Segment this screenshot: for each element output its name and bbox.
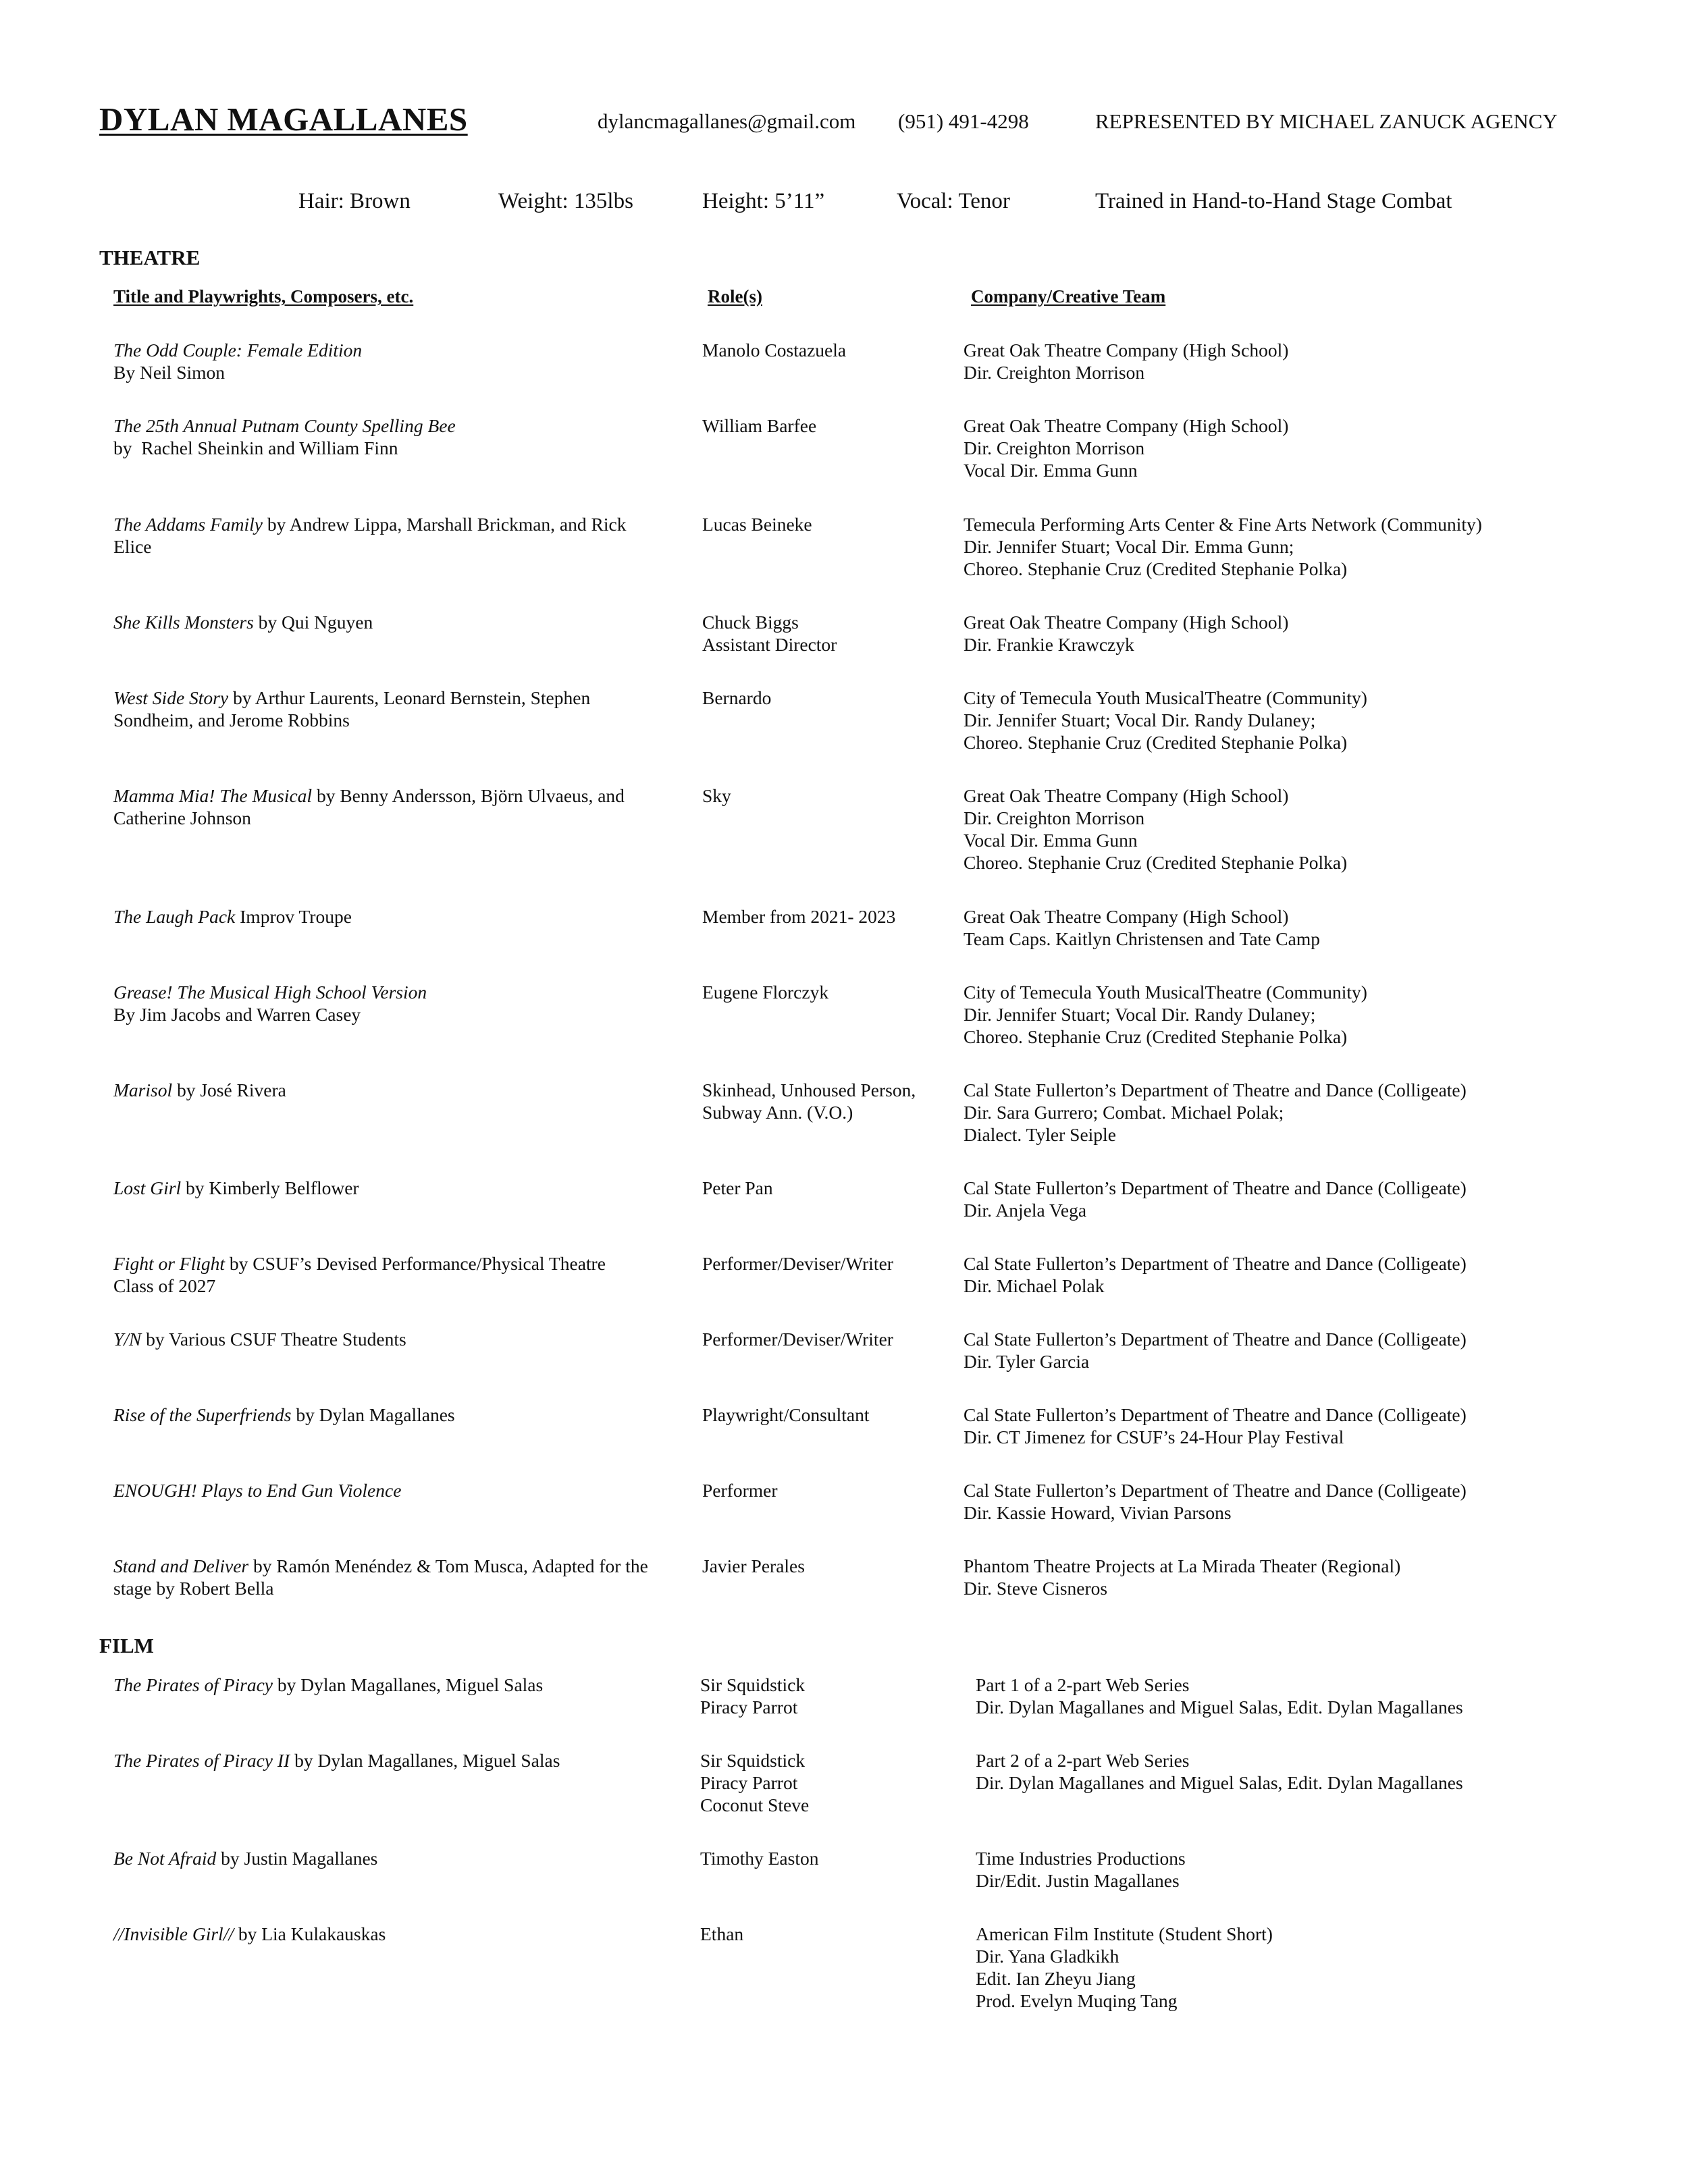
production-title-cell	[113, 1479, 681, 1501]
company-cell	[964, 415, 1639, 481]
company-line: Cal State Fullerton’s Department of Theatre and Dance (Colligeate)	[964, 1480, 1467, 1501]
production-byline: By Neil Simon	[113, 362, 226, 383]
film-title-cell	[113, 1674, 681, 1696]
role-name: Assistant Director	[702, 634, 837, 655]
production-title-cell	[113, 784, 681, 829]
role-name: Lucas Beineke	[702, 514, 812, 535]
production-title-cell	[113, 1252, 681, 1297]
film-heading: FILM	[99, 1634, 154, 1657]
role-name: Coconut Steve	[700, 1794, 810, 1815]
company-line: Dir. Sara Gurrero; Combat. Michael Polak;	[964, 1102, 1284, 1123]
role-cell	[702, 1555, 939, 1577]
production-byline: by Kimberly Belflower	[181, 1177, 359, 1198]
role-name: Ethan	[700, 1923, 744, 1944]
role-cell	[700, 1923, 937, 1945]
role-name: Member from 2021- 2023	[702, 906, 896, 927]
company-line: Dir. Kassie Howard, Vivian Parsons	[964, 1502, 1232, 1523]
role-cell	[702, 611, 939, 656]
company-cell	[964, 339, 1639, 383]
company-line: Great Oak Theatre Company (High School)	[964, 906, 1289, 927]
company-cell	[964, 1079, 1639, 1146]
production-title-cell	[113, 611, 681, 633]
production-byline: by José Rivera	[172, 1080, 286, 1100]
role-name: Timothy Easton	[700, 1848, 819, 1869]
company-line: Choreo. Stephanie Cruz (Credited Stephanie Polka)	[964, 852, 1348, 873]
company-cell	[964, 1555, 1639, 1599]
role-cell	[702, 905, 939, 928]
company-cell	[964, 784, 1639, 874]
company-cell	[976, 1847, 1651, 1892]
production-byline-continued: stage by Robert Bella	[113, 1578, 274, 1599]
company-line: Phantom Theatre Projects at La Mirada Theater (Regional)	[964, 1555, 1401, 1576]
production-byline: by Arthur Laurents, Leonard Bernstein, Stephen	[228, 687, 591, 708]
company-line: Cal State Fullerton’s Department of Theatre and Dance (Colligeate)	[964, 1329, 1467, 1350]
film-byline: by Dylan Magallanes, Miguel Salas	[290, 1750, 560, 1771]
company-cell	[964, 1328, 1639, 1373]
production-title: The 25th Annual Putnam County Spelling Bee	[113, 415, 456, 436]
role-cell	[702, 1479, 939, 1501]
company-line: Dir. Jennifer Stuart; Vocal Dir. Randy Dulaney;	[964, 1004, 1316, 1025]
company-cell	[964, 1479, 1639, 1524]
role-name: Chuck Biggs	[702, 612, 799, 633]
production-title-cell	[113, 1404, 681, 1426]
film-title: The Pirates of Piracy II	[113, 1750, 290, 1771]
company-line: Dir. CT Jimenez for CSUF’s 24-Hour Play Festival	[964, 1427, 1344, 1447]
role-name: Piracy Parrot	[700, 1772, 798, 1793]
column-header-company: Company/Creative Team	[971, 286, 1166, 307]
role-cell	[702, 1252, 939, 1275]
role-cell	[702, 1328, 939, 1350]
company-line: Great Oak Theatre Company (High School)	[964, 415, 1289, 436]
production-title: Grease! The Musical High School Version	[113, 982, 427, 1003]
company-line: Dir. Jennifer Stuart; Vocal Dir. Randy Dulaney;	[964, 710, 1316, 730]
column-header-title: Title and Playwrights, Composers, etc.	[113, 286, 414, 307]
production-title-cell	[113, 415, 681, 459]
role-name: Manolo Costazuela	[702, 340, 847, 361]
role-name: Skinhead, Unhoused Person,	[702, 1080, 916, 1100]
production-byline: by Rachel Sheinkin and William Finn	[113, 437, 398, 458]
role-name: Piracy Parrot	[700, 1697, 798, 1717]
company-cell	[964, 1252, 1639, 1297]
role-cell	[702, 513, 939, 535]
theatre-heading: THEATRE	[99, 246, 201, 269]
production-byline-continued: Sondheim, and Jerome Robbins	[113, 710, 350, 730]
role-cell	[702, 1079, 939, 1123]
role-name: Performer/Deviser/Writer	[702, 1329, 893, 1350]
production-title-cell	[113, 1079, 681, 1101]
role-name: Javier Perales	[702, 1555, 805, 1576]
production-title-cell	[113, 1177, 681, 1199]
production-title: She Kills Monsters	[113, 612, 254, 633]
company-line: Vocal Dir. Emma Gunn	[964, 460, 1138, 481]
production-title: Lost Girl	[113, 1177, 182, 1198]
stat-weight: Weight: 135lbs	[498, 189, 633, 213]
company-line: Dir. Anjela Vega	[964, 1200, 1087, 1221]
company-line: Cal State Fullerton’s Department of Theatre and Dance (Colligeate)	[964, 1404, 1467, 1425]
production-byline: by Benny Andersson, Björn Ulvaeus, and	[312, 785, 625, 806]
film-byline: by Dylan Magallanes, Miguel Salas	[273, 1674, 544, 1695]
column-header-role: Role(s)	[708, 286, 762, 307]
production-byline-continued: Elice	[113, 536, 152, 557]
production-byline: by Various CSUF Theatre Students	[141, 1329, 406, 1350]
role-cell	[702, 1404, 939, 1426]
company-line: Dir. Dylan Magallanes and Miguel Salas, Edit. Dylan Magallanes	[976, 1772, 1463, 1793]
role-name: Subway Ann. (V.O.)	[702, 1102, 853, 1123]
company-line: Cal State Fullerton’s Department of Theatre and Dance (Colligeate)	[964, 1177, 1467, 1198]
email-address: dylancmagallanes@gmail.com	[598, 109, 856, 133]
film-title: //Invisible Girl//	[113, 1923, 234, 1944]
company-cell	[964, 513, 1639, 580]
stat-hair: Hair: Brown	[298, 189, 411, 213]
role-name: Sky	[702, 785, 731, 806]
company-line: Dir. Creighton Morrison	[964, 362, 1145, 383]
company-cell	[976, 1674, 1651, 1718]
company-line: Dir. Steve Cisneros	[964, 1578, 1108, 1599]
film-title: The Pirates of Piracy	[113, 1674, 273, 1695]
film-title: Be Not Afraid	[113, 1848, 217, 1869]
company-line: City of Temecula Youth MusicalTheatre (Community)	[964, 687, 1367, 708]
company-line: Team Caps. Kaitlyn Christensen and Tate Camp	[964, 928, 1320, 949]
company-line: Choreo. Stephanie Cruz (Credited Stephanie Polka)	[964, 732, 1348, 753]
role-cell	[702, 339, 939, 361]
company-line: Cal State Fullerton’s Department of Theatre and Dance (Colligeate)	[964, 1253, 1467, 1274]
company-cell	[976, 1749, 1651, 1794]
production-byline: Improv Troupe	[235, 906, 352, 927]
production-title: ENOUGH! Plays to End Gun Violence	[113, 1480, 402, 1501]
company-cell	[964, 687, 1639, 753]
company-line: Dir. Jennifer Stuart; Vocal Dir. Emma Gunn;	[964, 536, 1294, 557]
company-cell	[964, 905, 1639, 950]
stat-training: Trained in Hand-to-Hand Stage Combat	[1095, 189, 1452, 213]
production-title: The Odd Couple: Female Edition	[113, 340, 363, 361]
company-line: Vocal Dir. Emma Gunn	[964, 830, 1138, 851]
production-title-cell	[113, 339, 681, 383]
production-title: West Side Story	[113, 687, 229, 708]
production-byline: by Ramón Menéndez & Tom Musca, Adapted for the	[248, 1555, 648, 1576]
production-byline: by CSUF’s Devised Performance/Physical Theatre	[225, 1253, 606, 1274]
stat-vocal: Vocal: Tenor	[897, 189, 1010, 213]
company-cell	[964, 981, 1639, 1048]
company-cell	[964, 1177, 1639, 1221]
production-byline: By Jim Jacobs and Warren Casey	[113, 1004, 361, 1025]
production-title: Rise of the Superfriends	[113, 1404, 292, 1425]
film-title-cell	[113, 1923, 681, 1945]
company-line: Part 2 of a 2-part Web Series	[976, 1750, 1190, 1771]
phone-number: (951) 491-4298	[898, 109, 1029, 133]
company-line: Dir. Michael Polak	[964, 1275, 1105, 1296]
production-byline-continued: Catherine Johnson	[113, 807, 251, 828]
role-cell	[702, 784, 939, 807]
production-title: Stand and Deliver	[113, 1555, 249, 1576]
company-line: American Film Institute (Student Short)	[976, 1923, 1273, 1944]
company-cell	[964, 1404, 1639, 1448]
production-byline-continued: Class of 2027	[113, 1275, 216, 1296]
company-line: Dialect. Tyler Seiple	[964, 1124, 1116, 1145]
company-line: Great Oak Theatre Company (High School)	[964, 785, 1289, 806]
production-title: Marisol	[113, 1080, 173, 1100]
film-byline: by Justin Magallanes	[216, 1848, 378, 1869]
role-name: Sir Squidstick	[700, 1674, 806, 1695]
role-cell	[700, 1749, 937, 1816]
film-byline: by Lia Kulakauskas	[233, 1923, 386, 1944]
company-line: Edit. Ian Zheyu Jiang	[976, 1968, 1136, 1989]
production-title-cell	[113, 513, 681, 558]
company-line: City of Temecula Youth MusicalTheatre (Community)	[964, 982, 1367, 1003]
company-line: Great Oak Theatre Company (High School)	[964, 340, 1289, 361]
role-name: Peter Pan	[702, 1177, 773, 1198]
production-title: Mamma Mia! The Musical	[113, 785, 313, 806]
role-name: Sir Squidstick	[700, 1750, 806, 1771]
company-cell	[976, 1923, 1651, 2012]
company-line: Temecula Performing Arts Center & Fine Arts Network (Community)	[964, 514, 1482, 535]
production-title-cell	[113, 1555, 681, 1599]
role-name: Eugene Florczyk	[702, 982, 829, 1003]
production-title: The Laugh Pack	[113, 906, 236, 927]
company-line: Time Industries Productions	[976, 1848, 1186, 1869]
resume-name: DYLAN MAGALLANES	[99, 101, 468, 138]
stat-height: Height: 5’11”	[702, 189, 825, 213]
role-cell	[702, 981, 939, 1003]
company-line: Great Oak Theatre Company (High School)	[964, 612, 1289, 633]
agency-representation: REPRESENTED BY MICHAEL ZANUCK AGENCY	[1095, 109, 1558, 133]
role-name: Performer	[702, 1480, 778, 1501]
company-line: Dir. Creighton Morrison	[964, 437, 1145, 458]
company-line: Dir. Creighton Morrison	[964, 807, 1145, 828]
company-line: Choreo. Stephanie Cruz (Credited Stephanie Polka)	[964, 558, 1348, 579]
production-title-cell	[113, 687, 681, 731]
production-title-cell	[113, 1328, 681, 1350]
company-cell	[964, 611, 1639, 656]
company-line: Dir. Dylan Magallanes and Miguel Salas, Edit. Dylan Magallanes	[976, 1697, 1463, 1717]
company-line: Dir. Frankie Krawczyk	[964, 634, 1134, 655]
company-line: Dir/Edit. Justin Magallanes	[976, 1870, 1180, 1891]
production-byline: by Qui Nguyen	[253, 612, 373, 633]
role-name: Bernardo	[702, 687, 772, 708]
company-line: Prod. Evelyn Muqing Tang	[976, 1990, 1178, 2011]
production-title-cell	[113, 905, 681, 928]
company-line: Cal State Fullerton’s Department of Theatre and Dance (Colligeate)	[964, 1080, 1467, 1100]
production-title: Fight or Flight	[113, 1253, 225, 1274]
company-line: Part 1 of a 2-part Web Series	[976, 1674, 1190, 1695]
role-cell	[702, 415, 939, 437]
production-byline: by Dylan Magallanes	[291, 1404, 455, 1425]
company-line: Dir. Yana Gladkikh	[976, 1946, 1119, 1967]
production-title-cell	[113, 981, 681, 1026]
production-title: The Addams Family	[113, 514, 263, 535]
company-line: Dir. Tyler Garcia	[964, 1351, 1090, 1372]
production-title: Y/N	[113, 1329, 142, 1350]
production-byline: by Andrew Lippa, Marshall Brickman, and Rick	[263, 514, 627, 535]
film-title-cell	[113, 1749, 681, 1772]
role-cell	[700, 1674, 937, 1718]
role-cell	[700, 1847, 937, 1869]
role-cell	[702, 687, 939, 709]
film-title-cell	[113, 1847, 681, 1869]
role-name: Playwright/Consultant	[702, 1404, 870, 1425]
role-name: Performer/Deviser/Writer	[702, 1253, 893, 1274]
role-cell	[702, 1177, 939, 1199]
company-line: Choreo. Stephanie Cruz (Credited Stephanie Polka)	[964, 1026, 1348, 1047]
role-name: William Barfee	[702, 415, 817, 436]
